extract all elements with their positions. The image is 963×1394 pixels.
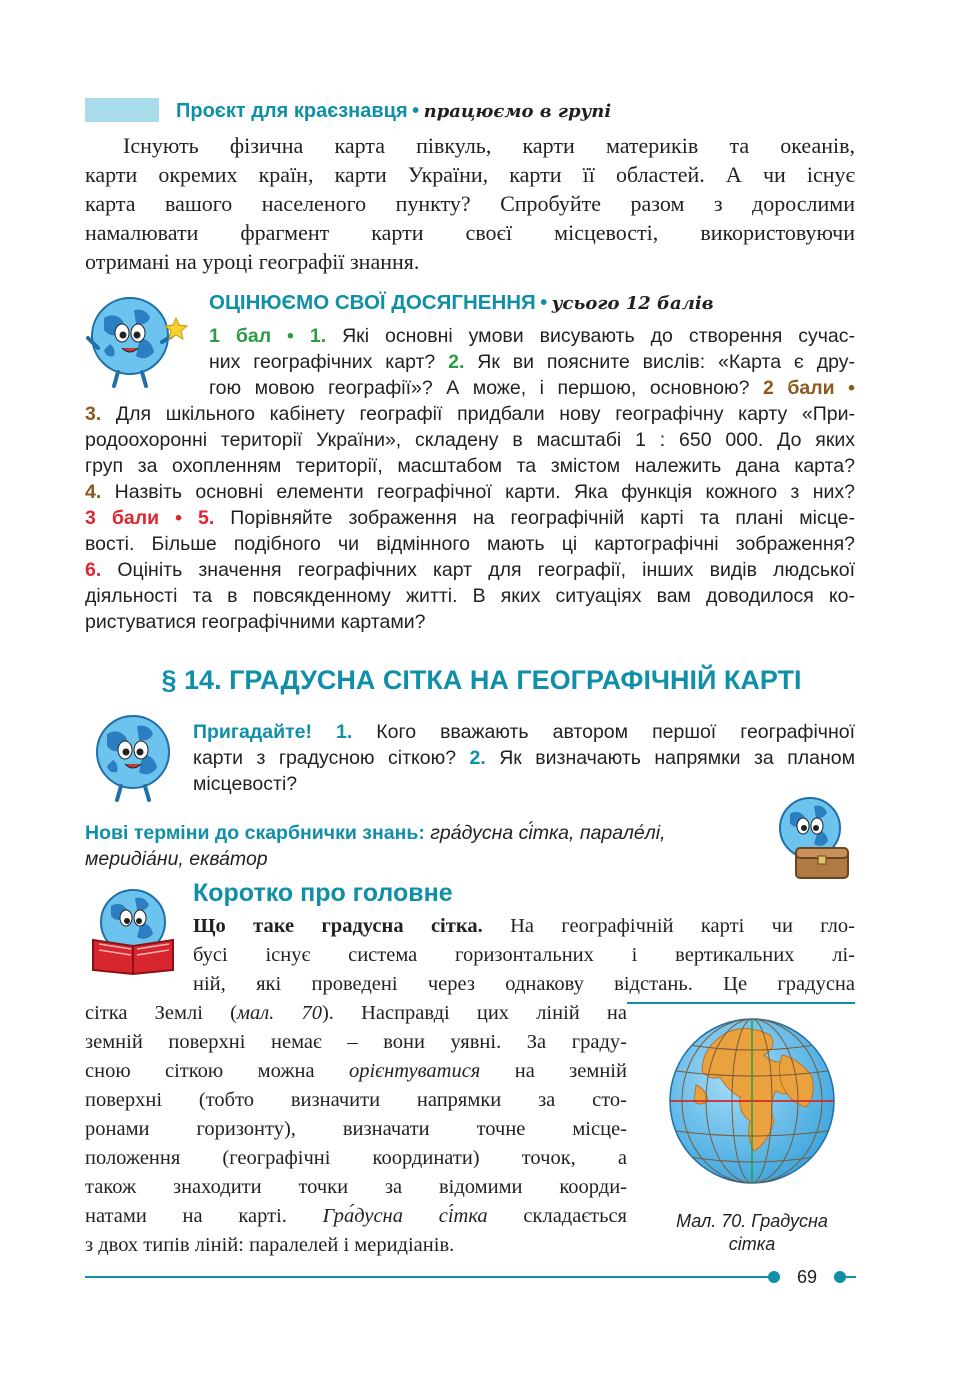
project-dot: • [412,100,420,122]
summary-line-12: з двох типів ліній: паралелей і меридіанів. [85,1234,455,1256]
assess-text-2a: них географічних карт? [209,351,449,373]
assess-text-10: Оцініть значення географічних карт для географії, інших видів людської [101,559,855,581]
assess-line-3 [209,375,855,401]
project-line-5: отримані на уроці географії знання. [85,249,420,274]
remember-text-1: Кого вважають автором першої географічної [352,721,855,743]
summary-text-6a: сною сіткою можна [85,1060,349,1082]
summary-text-11a: натами на карті. [85,1205,323,1227]
summary-line-5: земній поверхні немає – вони уявні. За граду- [85,1031,627,1053]
remember-line-2 [193,745,855,771]
assess-mark-1: 1 бал • 1. [209,325,327,347]
terms-block [85,820,755,872]
summary-text-1: На географічній карті чи гло- [482,915,855,937]
globe-mascot-book-icon [85,884,185,976]
assess-line-5: родоохоронні території України», складену в масштабі 1 : 650 000. До яких [85,429,855,451]
summary-italic-orient: орієнтуватися [348,1060,481,1082]
summary-text-11b: складається [487,1205,627,1227]
globe-mascot-star-icon [82,288,192,398]
remember-label: Пригадайте! [193,721,312,743]
remember-num-1: 1. [311,721,353,743]
summary-line-6 [85,1057,627,1086]
summary-top-lines [193,912,855,999]
assessment-full-lines [85,401,855,635]
assessment-title: ОЦІНЮЄМО СВОЇ ДОСЯГНЕННЯ [209,291,536,314]
assess-text-3: гою мовою географії»? А може, і першою, основною? [209,377,763,399]
project-line-2: карти окремих країн, карти України, карти її областей. А чи існує [85,162,855,187]
assess-line-10 [85,557,855,583]
summary-title: Коротко про головне [193,879,453,907]
assess-text-8: Порівняйте зображення на географічній карті та плані місце- [214,507,856,529]
summary-line-4 [85,999,627,1028]
remember-text-2a: карти з градусною сіткою? [193,747,470,769]
summary-line-10: також знаходити точки за відомими коорди- [85,1176,627,1198]
globe-mascot-chest-icon [766,792,862,888]
terms-text-1: гра́дусна сі́тка, парале́лі, [424,822,666,844]
project-line-3: карта вашого населеного пункту? Спробуйте разом з дорослими [85,191,855,216]
assess-num-6: 6. [85,559,102,581]
assess-text-4: Для шкільного кабінету географії придбали нову географічну карту «При- [101,403,855,425]
footer-rule [85,1276,770,1278]
summary-line-8: ронами горизонту), визначати точне місце- [85,1118,627,1140]
terms-line-2: меридіа́ни, еква́тор [85,848,268,870]
assess-line-11: діяльності та в повсякденному житті. В яких ситуаціях вам доводилося ко- [85,585,855,607]
remember-text-2b: Як визначають напрямки за планом [485,747,855,769]
terms-line-1 [85,820,755,846]
assessment-heading [209,288,714,318]
assess-line-2 [209,349,855,375]
globe-mascot-icon [85,708,181,804]
assess-num-3: 3. [85,403,102,425]
assess-mark-2: 2 бали • [763,377,855,399]
footer-rule-end [844,1276,856,1278]
summary-text-4a: сітка Землі ( [85,1002,237,1024]
remember-num-2: 2. [469,747,486,769]
assess-line-9: вості. Більше подібного чи відмінного мають ці картографічні зображення? [85,533,855,555]
figure-reference: мал. 70 [236,1002,322,1024]
summary-line-3: ній, які проведені через однакову відстань. Це градусна [193,973,855,995]
assessment-indented-lines [209,323,855,401]
assess-mark-3: 3 бали • 5. [85,507,215,529]
project-marker-bar [85,98,159,122]
summary-line-1 [193,912,855,941]
assess-line-6: груп за охопленням території, масштабом та змістом належить дана карта? [85,455,855,477]
summary-line-9: положення (географічні координати) точок, а [85,1147,627,1169]
assess-line-12: ристуватися географічними картами? [85,611,426,633]
figure-caption [640,1210,864,1256]
assess-text-1: Які основні умови висувають до створення сучас- [326,325,855,347]
summary-line-7: поверхні (тобто визначити напрямки за сто- [85,1089,627,1111]
assess-line-8 [85,505,855,531]
summary-line-11 [85,1202,627,1231]
summary-text-4b: ). Насправді цих ліній на [321,1002,627,1024]
summary-main-lines [85,999,627,1260]
assess-text-2b: Як ви поясните вислів: «Карта є дру- [464,351,855,373]
assess-line-1 [209,323,855,349]
figure-caption-line-2: сітка [728,1234,776,1254]
assess-text-7: Назвіть основні елементи географічної карти. Яка функція кожного з них? [101,481,855,503]
remember-line-3: місцевості? [193,773,298,795]
graticule-globe-figure [666,1015,838,1187]
terms-label: Нові терміни до скарбнички знань: [85,822,425,844]
figure-top-rule [627,1002,855,1004]
assessment-dot: • [540,292,548,314]
figure-caption-line-1: Мал. 70. Градусна [676,1211,828,1231]
project-subtitle: працюємо в групі [423,101,612,122]
assess-line-7 [85,479,855,505]
summary-text-6b: на земній [480,1060,627,1082]
project-heading [176,96,611,126]
remember-line-1 [193,719,855,745]
project-paragraph [85,131,855,276]
assess-line-4 [85,401,855,427]
summary-term: Що таке градусна сітка. [193,915,483,937]
summary-italic-grid: Гра́дусна сі́тка [322,1205,488,1227]
page-number: 69 [796,1267,818,1287]
summary-line-2: бусі існує система горизонтальних і вертикальних лі- [193,944,855,966]
footer-dot-left [768,1271,780,1283]
remember-block [193,719,855,797]
assess-num-2: 2. [448,351,465,373]
assess-num-4: 4. [85,481,102,503]
assessment-subtitle: усього 12 балів [551,293,714,314]
section-title: § 14. ГРАДУСНА СІТКА НА ГЕОГРАФІЧНІЙ КАРТІ [161,665,802,695]
project-line-1: Існують фізична карта півкуль, карти материків та океанів, [123,133,855,158]
project-line-4: намалювати фрагмент карти своєї місцевості, використовуючи [85,220,855,245]
project-title: Проєкт для краєзнавця [176,100,408,122]
